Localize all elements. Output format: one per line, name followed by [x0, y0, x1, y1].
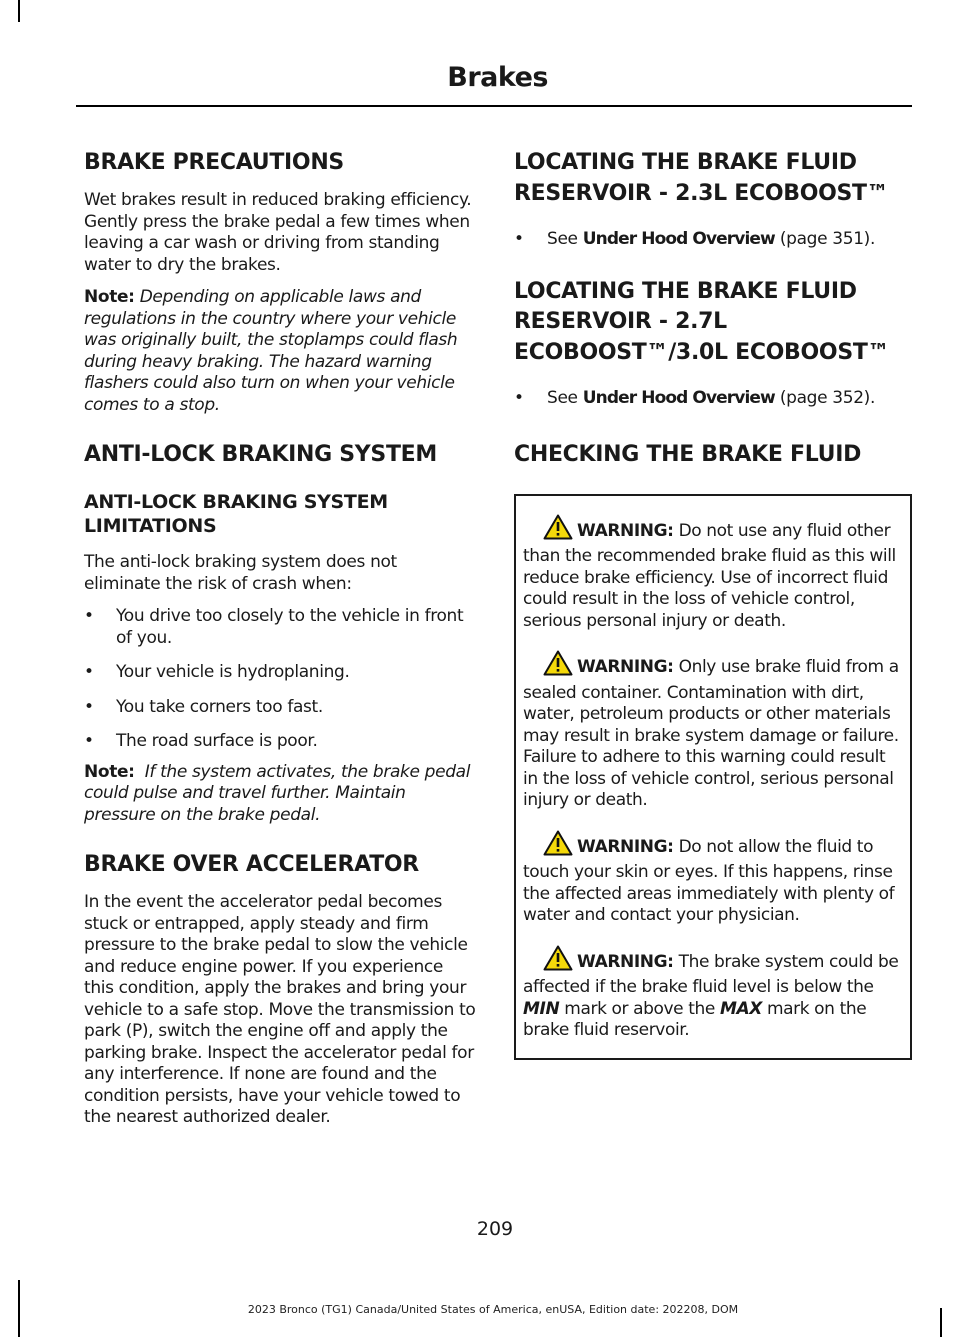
section-heading-locating-2-3l: LOCATING THE BRAKE FLUID RESERVOIR - 2.3L ECOBOOST™	[514, 150, 889, 206]
bullet: •	[84, 662, 94, 682]
bullet: •	[84, 696, 94, 717]
see-label: See	[547, 229, 578, 249]
page-number: 209	[476, 1218, 514, 1240]
see-label: See	[547, 388, 578, 408]
warning-text: Do not use any fluid other than the recommended brake fluid as this will reduce brake efficiency. Use of incorrect fluid could result in the loss of vehicle control, serious personal injury or death.	[523, 520, 896, 631]
section-heading-brake-over-accelerator: BRAKE OVER ACCELERATOR	[84, 852, 419, 877]
note-label: Note:	[84, 287, 135, 307]
list-item-text: The road surface is poor.	[116, 731, 318, 751]
list-item-text: You take corners too fast.	[116, 696, 323, 717]
note-text: If the system activates, the brake pedal could pulse and travel further. Maintain pressure on the brake pedal.	[84, 761, 471, 825]
warning-text: Only use brake fluid from a sealed container. Contamination with dirt, water, petroleum products or other materials may result in brake system damage or failure. Failure to adhere to this warning could result in the loss of vehicle control, serious personal injury or death.	[523, 657, 899, 810]
list-item-text: You drive too closely to the vehicle in front of you.	[116, 606, 464, 648]
brake-precautions-note	[84, 287, 476, 416]
warning-label: WARNING:	[577, 520, 674, 541]
brake-over-accelerator-paragraph: In the event the accelerator pedal becomes stuck or entrapped, apply steady and firm pressure to the brake pedal to slow the vehicle and reduce engine power. If you experience this condition, apply the brakes and bring your vehicle to a safe stop. Move the transmission to park (P), switch the engine off and apply the parking brake. Inspect the accelerator pedal for any interference. If none are found and the condition persists, have your vehicle towed to the nearest authorized dealer.	[84, 892, 476, 1127]
header-divider	[76, 105, 912, 107]
warning-item	[523, 830, 902, 927]
warning-triangle-icon	[543, 830, 573, 863]
list-item	[84, 697, 476, 719]
min-mark-label: MIN	[523, 998, 560, 1019]
list-item	[84, 606, 476, 649]
section-heading-checking-brake-fluid: CHECKING THE BRAKE FLUID	[514, 441, 862, 467]
section-heading-abs: ANTI-LOCK BRAKING SYSTEM	[84, 442, 437, 467]
bullet: •	[84, 606, 94, 626]
bullet: •	[514, 229, 524, 249]
warning-text: mark or above the	[564, 998, 715, 1019]
page-reference: (page 351).	[779, 229, 876, 249]
warning-item	[523, 945, 902, 1042]
right-column	[514, 148, 912, 1060]
warning-item	[523, 650, 902, 812]
page-reference: (page 352).	[779, 388, 876, 408]
list-item	[84, 662, 476, 684]
page-header-title: Brakes	[447, 62, 548, 93]
warning-text: mark on the brake fluid reservoir.	[523, 998, 867, 1040]
cross-reference-link[interactable]: Under Hood Overview	[582, 388, 775, 408]
warning-text: Do not allow the fluid to touch your skin or eyes. If this happens, rinse the affected areas immediately with plenty of water and contact your physician.	[523, 836, 895, 925]
left-column	[84, 148, 476, 1129]
section-heading-locating-2-7l: LOCATING THE BRAKE FLUID RESERVOIR - 2.7L ECOBOOST™/3.0L ECOBOOST™	[514, 278, 890, 365]
note-label: Note:	[84, 761, 135, 782]
abs-limitations-list	[84, 606, 476, 753]
warning-label: WARNING:	[577, 657, 674, 677]
list-item	[514, 229, 912, 251]
abs-note	[84, 762, 476, 827]
subheading-abs-limitations: ANTI-LOCK BRAKING SYSTEM LIMITATIONS	[84, 491, 388, 537]
cross-reference-link[interactable]: Under Hood Overview	[582, 229, 775, 249]
warning-triangle-icon	[543, 945, 573, 978]
list-item	[514, 388, 912, 410]
warning-label: WARNING:	[577, 836, 674, 857]
warning-box	[514, 494, 912, 1060]
bullet: •	[514, 388, 524, 408]
edition-footer: 2023 Bronco (TG1) Canada/United States of America, enUSA, Edition date: 202208, DOM	[247, 1303, 739, 1316]
list-item	[84, 731, 476, 753]
warning-triangle-icon	[543, 650, 573, 683]
warning-item	[523, 514, 902, 633]
locating-2-3l-list	[514, 229, 912, 251]
warning-label: WARNING:	[577, 951, 674, 972]
brake-precautions-paragraph: Wet brakes result in reduced braking efficiency. Gently press the brake pedal a few times when leaving a car wash or driving from standing water to dry the brakes.	[84, 190, 472, 275]
crop-mark	[18, 0, 20, 22]
warning-text: The brake system could be affected if the brake fluid level is below the	[523, 951, 899, 997]
bullet: •	[84, 731, 94, 751]
list-item-text: Your vehicle is hydroplaning.	[116, 662, 350, 682]
note-text: Depending on applicable laws and regulations in the country where your vehicle was originally built, the stoplamps could flash during heavy braking. The hazard warning flashers could also turn on when your vehicle comes to a stop.	[84, 287, 458, 415]
section-heading-brake-precautions: BRAKE PRECAUTIONS	[84, 150, 344, 175]
max-mark-label: MAX	[719, 998, 762, 1019]
locating-2-7l-list	[514, 388, 912, 410]
warning-triangle-icon	[543, 514, 573, 547]
abs-intro-paragraph: The anti-lock braking system does not eliminate the risk of crash when:	[84, 552, 397, 594]
